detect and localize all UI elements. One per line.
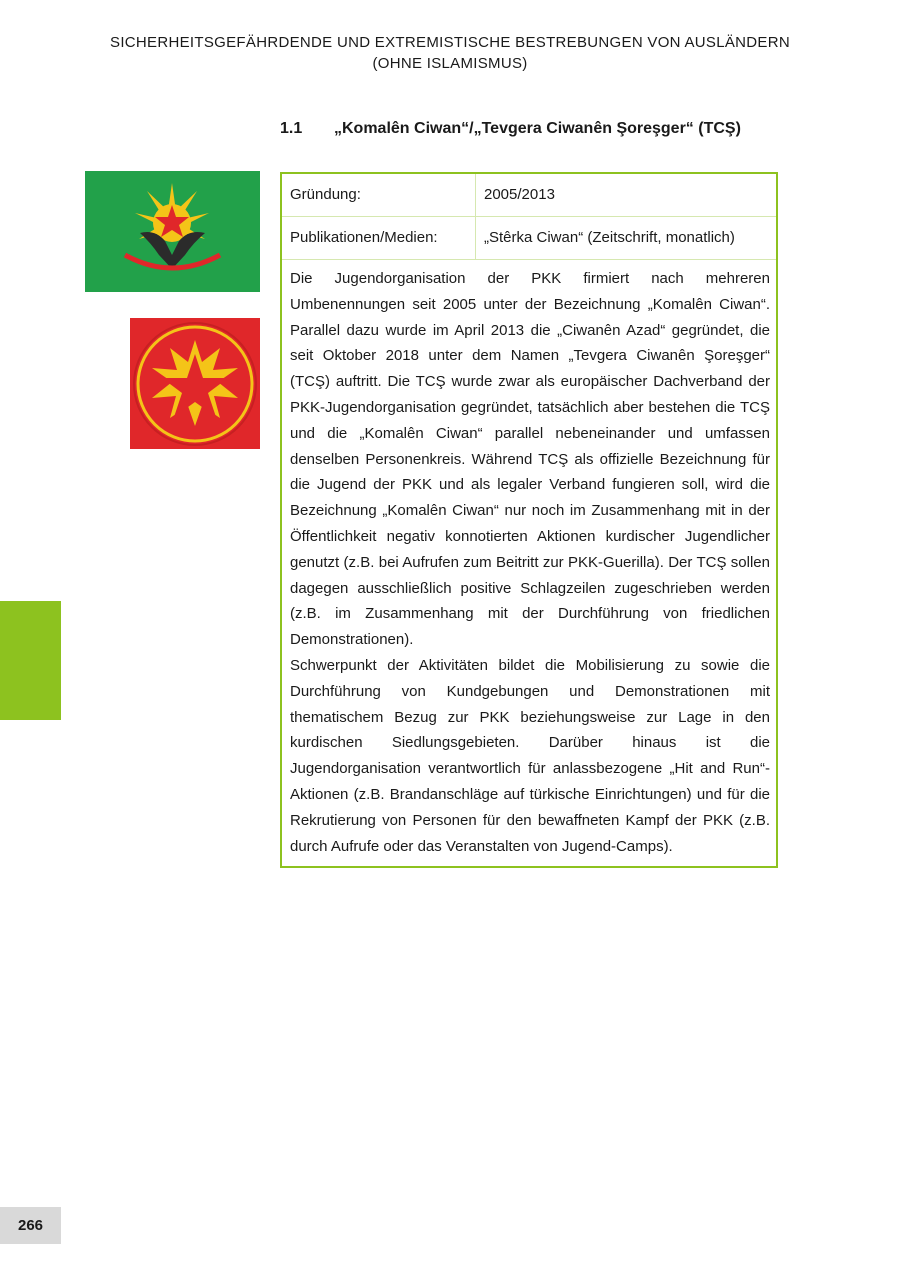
description-paragraph-1: Die Jugendorganisation der PKK firmiert nach mehreren Umbenennungen seit 2005 unter der Bezeichnung „Komalên Ciwan“. Parallel dazu wurde im April 2013 die „Ciwanên Azad“ gegründet, die seit Oktober 2018 unter dem Namen „Tevgera Ciwanên Şoreşger“ (TCŞ) auftritt. Die TCŞ wurde zwar als europäischer Dachverband der PKK-Jugendorganisation gegründet, tatsächlich aber bestehen die TCŞ und die „Komalên Ciwan“ parallel nebeneinander und umfassen denselben Personenkreis. Während TCŞ als offizielle Bezeichnung für die Jugend der PKK und als legaler Verband fungieren soll, wird die Bezeichnung „Komalên Ciwan“ nur noch im Zusammenhang mit in der Öffentlichkeit negativ konnotierten Aktionen kurdischer Jugendlicher genutzt (z.B. bei Aufrufen zum Beitritt zur PKK-Guerilla). Der TCŞ sollen dagegen ausschließlich positive Schlagzeilen zugeschrieben werden (z.B. im Zusammenhang mit der Durchführung von friedlichen Demonstrationen).: [290, 270, 770, 649]
running-header: [0, 32, 900, 74]
founding-label: Gründung:: [282, 174, 476, 216]
komalen-ciwan-flag-image: [85, 171, 260, 292]
description-paragraph-2: Schwerpunkt der Aktivitäten bildet die Mobilisierung zu sowie die Durchführung von Kundgebungen und Demonstrationen mit thematischem Bezug zur PKK beziehungsweise zur Lage in den kurdischen Siedlungsgebieten. Darüber hinaus ist die Jugendorganisation verantwortlich für anlassbezogene „Hit and Run“-Aktionen (z.B. Brandanschläge auf türkische Einrichtungen) und für die Rekrutierung von Personen für den bewaffneten Kampf der PKK (z.B. durch Aufrufe oder das Veranstalten von Jugend-Camps).: [290, 656, 770, 855]
chapter-side-tab: [0, 601, 61, 720]
page-number: 266: [0, 1207, 61, 1244]
red-flag-emblem-icon: [130, 318, 260, 449]
running-header-line-2: (OHNE ISLAMISMUS): [372, 55, 528, 72]
info-row-publications: [282, 217, 776, 260]
info-box: [280, 172, 778, 868]
founding-value: 2005/2013: [484, 186, 555, 203]
publications-label: Publikationen/Medien:: [282, 217, 476, 259]
publications-value: „Stêrka Ciwan“ (Zeitschrift, monatlich): [484, 229, 735, 246]
tcs-flag-image: [130, 318, 260, 449]
running-header-line-1: SICHERHEITSGEFÄHRDENDE UND EXTREMISTISCHE BESTREBUNGEN VON AUSLÄNDERN: [110, 34, 790, 51]
green-flag-emblem-icon: [85, 171, 260, 292]
info-row-founding: [282, 174, 776, 217]
section-title: „Komalên Ciwan“/„Tevgera Ciwanên Şoreşger“ (TCŞ): [334, 120, 741, 137]
section-heading: [280, 120, 800, 138]
description-text: [282, 260, 776, 866]
section-number: 1.1: [280, 120, 303, 137]
